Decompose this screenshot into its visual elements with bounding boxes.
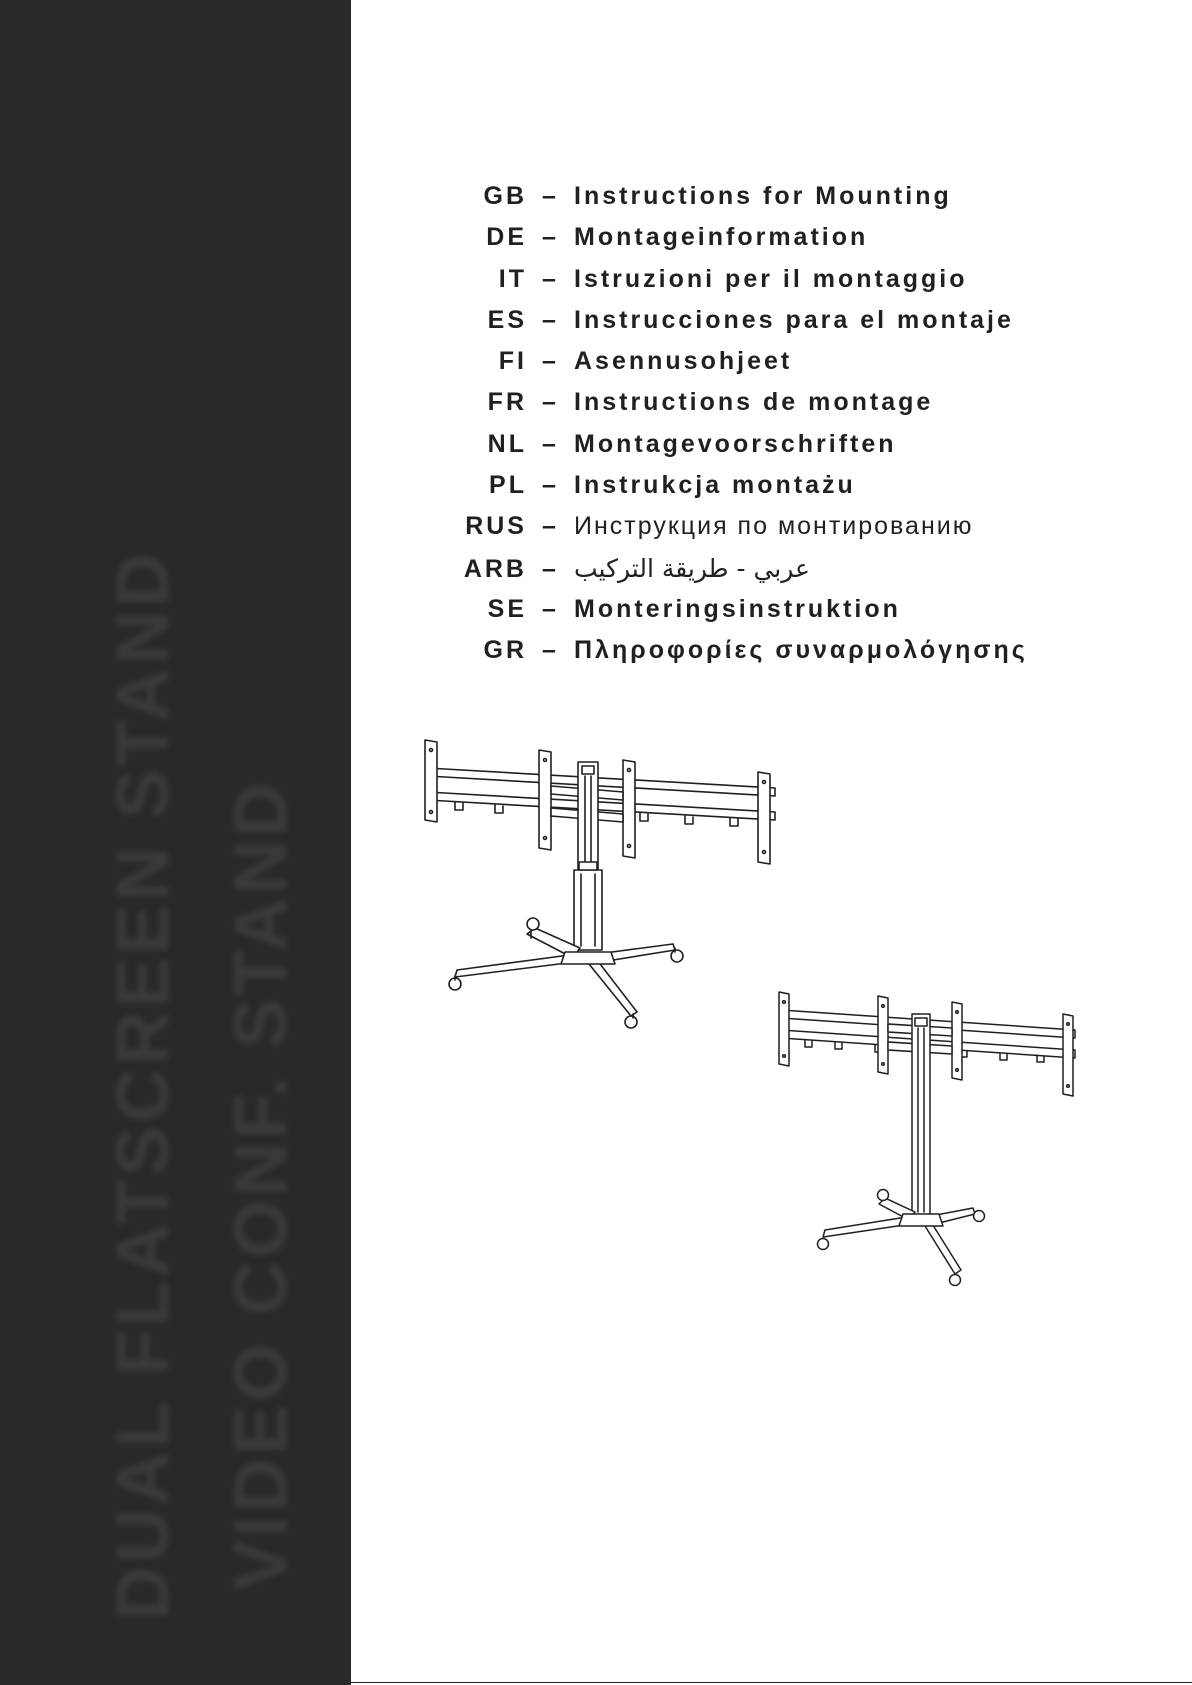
language-title: Asennusohjeet: [574, 347, 793, 376]
language-row-gb: [440, 182, 1080, 223]
language-code: NL: [487, 429, 527, 458]
language-dash: –: [542, 594, 559, 623]
language-dash: –: [542, 636, 559, 665]
language-dash: –: [542, 388, 559, 417]
language-code: GR: [483, 636, 527, 665]
language-dash: –: [542, 512, 559, 541]
language-row-arb: [440, 554, 1080, 595]
language-dash: –: [542, 264, 559, 293]
language-row-rus: [440, 512, 1080, 553]
language-code: DE: [486, 223, 527, 252]
language-code: RUS: [465, 512, 527, 541]
side-band-title: DUAL FLATSCREEN STAND: [101, 549, 184, 1620]
language-dash: –: [542, 471, 559, 500]
language-code: FI: [498, 347, 527, 376]
language-dash: –: [542, 347, 559, 376]
language-title: عربي - طريقة التركيب: [574, 553, 810, 583]
language-title: Instructions de montage: [574, 388, 934, 417]
language-code: SE: [487, 594, 527, 623]
stand-illustration-motorized: [415, 730, 795, 1040]
language-title: Montageinformation: [574, 223, 869, 252]
language-title: Monteringsinstruktion: [574, 594, 901, 623]
side-band: [0, 0, 351, 1685]
side-band-subtitle: VIDEO CONF. STAND: [219, 779, 302, 1590]
bottom-rule: [351, 1682, 1192, 1683]
language-row-it: [440, 265, 1080, 306]
language-title: Πληροφορίες συναρμολόγησης: [574, 636, 1028, 665]
language-row-gr: [440, 636, 1080, 677]
language-code: GB: [483, 182, 527, 210]
language-dash: –: [542, 223, 559, 252]
language-list: [440, 182, 1080, 678]
language-title: Instrukcja montażu: [574, 471, 856, 500]
language-title: Инструкция по монтированию: [574, 512, 974, 541]
language-row-nl: [440, 430, 1080, 471]
language-row-pl: [440, 471, 1080, 512]
language-dash: –: [542, 429, 559, 458]
language-row-se: [440, 595, 1080, 636]
language-title: Instrucciones para el montaje: [574, 305, 1014, 334]
language-title: Montagevoorschriften: [574, 429, 897, 458]
language-row-es: [440, 306, 1080, 347]
language-code: ARB: [463, 554, 527, 583]
language-row-de: [440, 223, 1080, 264]
language-code: ES: [487, 305, 527, 334]
language-code: PL: [489, 471, 527, 500]
language-dash: –: [542, 554, 559, 583]
language-dash: –: [542, 305, 559, 334]
language-dash: –: [542, 182, 559, 210]
language-code: IT: [498, 264, 527, 293]
language-row-fi: [440, 347, 1080, 388]
language-title: Istruzioni per il montaggio: [574, 264, 968, 293]
stand-illustration-fixed: [775, 990, 1085, 1290]
language-code: FR: [487, 388, 527, 417]
language-title: Instructions for Mounting: [574, 182, 952, 210]
language-row-fr: [440, 388, 1080, 429]
